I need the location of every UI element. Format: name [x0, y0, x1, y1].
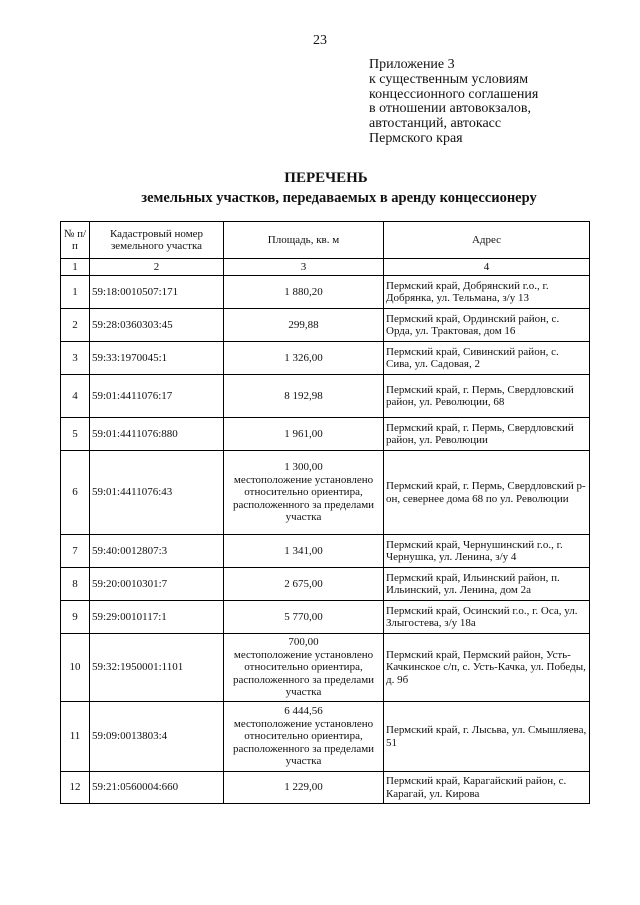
cadastral-number: 59:33:1970045:1 [90, 342, 224, 375]
area-location-note: местоположение установлено относительно ориентира, расположенного за пределами участка [232, 648, 375, 699]
land-plots-table [60, 221, 590, 804]
area-cell [224, 601, 384, 634]
area-cell [224, 451, 384, 535]
row-number: 10 [61, 634, 90, 702]
page-number: 23 [313, 33, 327, 48]
address-cell: Пермский край, г. Пермь, Свердловский район, ул. Революции [384, 418, 590, 451]
area-value: 1 341,00 [284, 544, 323, 557]
area-value: 1 229,00 [284, 781, 323, 794]
area-cell [224, 276, 384, 309]
appendix-line: к существенным условиям [369, 71, 529, 87]
address-cell: Пермский край, г. Пермь, Свердловский р-он, севернее дома 68 по ул. Революции [384, 451, 590, 535]
area-value: 1 300,00 [284, 461, 323, 474]
cadastral-number: 59:01:4411076:880 [90, 418, 224, 451]
area-value: 5 770,00 [284, 610, 323, 623]
area-location-note: местоположение установлено относительно ориентира, расположенного за пределами участка [232, 717, 375, 768]
table-row [61, 309, 590, 342]
cadastral-number: 59:29:0010117:1 [90, 601, 224, 634]
row-number: 4 [61, 375, 90, 418]
row-number: 9 [61, 601, 90, 634]
area-value: 299,88 [288, 318, 319, 331]
area-value: 1 880,20 [284, 285, 323, 298]
row-number: 12 [61, 772, 90, 804]
area-cell [224, 568, 384, 601]
address-cell: Пермский край, Ординский район, с. Орда, ул. Трактовая, дом 16 [384, 309, 590, 342]
cadastral-number: 59:20:0010301:7 [90, 568, 224, 601]
document-subtitle: земельных участков, передаваемых в аренду концессионеру [141, 190, 537, 206]
table-row [61, 276, 590, 309]
area-cell [224, 535, 384, 568]
address-cell: Пермский край, Карагайский район, с. Карагай, ул. Кирова [384, 772, 590, 804]
area-value: 6 444,56 [284, 705, 323, 718]
table-row [61, 535, 590, 568]
column-numbers-row [61, 259, 590, 276]
table-row [61, 342, 590, 375]
area-value: 1 961,00 [284, 427, 323, 440]
table-row [61, 634, 590, 702]
table-row [61, 702, 590, 772]
table-row [61, 375, 590, 418]
table-row [61, 568, 590, 601]
document-title: ПЕРЕЧЕНЬ [284, 170, 368, 186]
row-number: 6 [61, 451, 90, 535]
cadastral-number: 59:32:1950001:1101 [90, 634, 224, 702]
area-cell [224, 375, 384, 418]
appendix-line: Пермского края [369, 130, 463, 146]
area-value: 2 675,00 [284, 577, 323, 590]
table-row [61, 451, 590, 535]
cadastral-number: 59:01:4411076:43 [90, 451, 224, 535]
cadastral-number: 59:18:0010507:171 [90, 276, 224, 309]
area-cell [224, 342, 384, 375]
row-number: 1 [61, 276, 90, 309]
address-cell: Пермский край, г. Лысьва, ул. Смышляева, 51 [384, 702, 590, 772]
address-cell: Пермский край, Сивинский район, с. Сива, ул. Садовая, 2 [384, 342, 590, 375]
column-number: 2 [90, 259, 224, 276]
appendix-line: концессионного соглашения [369, 86, 539, 102]
cadastral-number: 59:40:0012807:3 [90, 535, 224, 568]
table-row [61, 601, 590, 634]
area-location-note: местоположение установлено относительно ориентира, расположенного за пределами участка [232, 473, 375, 524]
row-number: 7 [61, 535, 90, 568]
area-value: 1 326,00 [284, 351, 323, 364]
header-area: Площадь, кв. м [224, 222, 384, 259]
column-number: 3 [224, 259, 384, 276]
row-number: 3 [61, 342, 90, 375]
area-cell [224, 418, 384, 451]
row-number: 11 [61, 702, 90, 772]
cadastral-number: 59:09:0013803:4 [90, 702, 224, 772]
area-cell [224, 702, 384, 772]
address-cell: Пермский край, г. Пермь, Свердловский район, ул. Революции, 68 [384, 375, 590, 418]
header-num: № п/п [61, 222, 90, 259]
appendix-block [369, 58, 538, 147]
appendix-line: автостанций, автокасс [369, 116, 502, 132]
appendix-line: Приложение 3 [369, 57, 455, 72]
column-number: 1 [61, 259, 90, 276]
row-number: 2 [61, 309, 90, 342]
area-cell [224, 772, 384, 804]
table-header-row [61, 222, 590, 259]
column-number: 4 [384, 259, 590, 276]
appendix-line: в отношении автовокзалов, [369, 101, 532, 117]
address-cell: Пермский край, Пермский район, Усть-Качкинское с/п, с. Усть-Качка, ул. Победы, д. 9б [384, 634, 590, 702]
address-cell: Пермский край, Ильинский район, п. Ильинский, ул. Ленина, дом 2а [384, 568, 590, 601]
area-cell [224, 309, 384, 342]
row-number: 5 [61, 418, 90, 451]
address-cell: Пермский край, Добрянский г.о., г. Добрянка, ул. Тельмана, з/у 13 [384, 276, 590, 309]
area-value: 700,00 [288, 636, 319, 649]
header-address: Адрес [384, 222, 590, 259]
area-cell [224, 634, 384, 702]
area-value: 8 192,98 [284, 389, 323, 402]
table-body [61, 276, 590, 804]
table-row [61, 772, 590, 804]
address-cell: Пермский край, Осинский г.о., г. Оса, ул. Злыгостева, з/у 18а [384, 601, 590, 634]
table-row [61, 418, 590, 451]
cadastral-number: 59:01:4411076:17 [90, 375, 224, 418]
address-cell: Пермский край, Чернушинский г.о., г. Чернушка, ул. Ленина, з/у 4 [384, 535, 590, 568]
cadastral-number: 59:28:0360303:45 [90, 309, 224, 342]
row-number: 8 [61, 568, 90, 601]
cadastral-number: 59:21:0560004:660 [90, 772, 224, 804]
header-cadastral: Кадастровый номер земельного участка [90, 222, 224, 259]
